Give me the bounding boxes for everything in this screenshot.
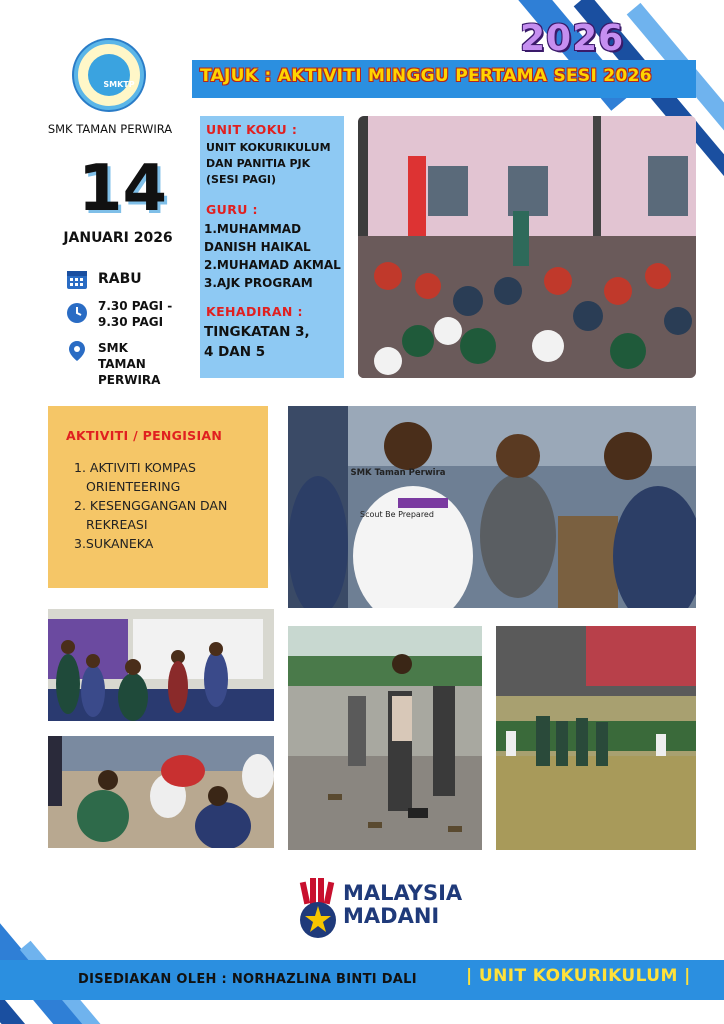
photo-assembly-hall (358, 116, 696, 378)
weekday-row (66, 268, 142, 290)
calendar-icon (66, 268, 88, 290)
unit-body-line: UNIT KOKURIKULUM (206, 141, 331, 154)
logo-text: SMKTP (103, 80, 135, 89)
kehadiran-heading: KEHADIRAN : (206, 304, 303, 319)
guru-list (204, 220, 341, 292)
activity-list (74, 458, 264, 553)
unit-body-line: DAN PANITIA PJK (206, 157, 311, 170)
guru-heading: GURU : (206, 202, 258, 217)
page-title: TAJUK : AKTIVITI MINGGU PERTAMA SESI 2026 (200, 66, 652, 86)
guru-item: 1.MUHAMMAD (204, 222, 302, 236)
kehadiran-line: 4 DAN 5 (204, 344, 266, 360)
activity-title: AKTIVITI / PENGISIAN (66, 428, 223, 443)
kehadiran-line: TINGKATAN 3, (204, 324, 310, 340)
time-text: 7.30 PAGI - 9.30 PAGI (98, 299, 173, 329)
location-pin-icon (66, 340, 88, 362)
time-row (66, 298, 178, 330)
unit-body-line: (SESI PAGI) (206, 173, 277, 186)
madani-line1: MALAYSIA (343, 881, 463, 905)
guru-item: 2.MUHAMAD AKMAL (204, 258, 341, 272)
clock-icon (66, 302, 88, 324)
photo-courtyard-compass (288, 626, 482, 850)
kehadiran-body (204, 322, 310, 362)
activity-item: 1. AKTIVITI KOMPAS (74, 460, 196, 475)
unit-info-panel (200, 116, 344, 378)
activity-item: REKREASI (86, 517, 148, 532)
unit-body (206, 140, 331, 188)
weekday-text: RABU (98, 271, 142, 287)
school-logo (74, 40, 144, 110)
madani-line2: MADANI (343, 904, 440, 928)
day-number: 14 (78, 152, 168, 226)
photo-field-activity (496, 626, 696, 850)
tshirt-print: SMK Taman Perwira (350, 468, 446, 478)
unit-label: | UNIT KOKURIKULUM | (466, 966, 691, 986)
tshirt-print-sub: Scout Be Prepared (360, 510, 434, 519)
activity-item: ORIENTEERING (86, 479, 181, 494)
prepared-by: DISEDIAKAN OLEH : NORHAZLINA BINTI DALI (78, 972, 417, 987)
month-year: JANUARI 2026 (63, 230, 173, 246)
activity-item: 3.SUKANEKA (74, 536, 154, 551)
school-name: SMK TAMAN PERWIRA (47, 122, 173, 136)
malaysia-madani-logo (298, 876, 338, 940)
logo-emblem (88, 54, 135, 96)
year-heading: 2026 (520, 18, 625, 59)
photo-students-floor (48, 736, 274, 848)
photo-scouts-activity (288, 406, 696, 608)
unit-heading: UNIT KOKU : (206, 122, 298, 137)
place-text: SMK TAMAN PERWIRA (98, 341, 161, 387)
activity-item: 2. KESENGGANGAN DAN (74, 498, 228, 513)
place-row (66, 340, 168, 388)
photo-classroom (48, 609, 274, 721)
madani-wordmark (343, 882, 462, 928)
guru-item: 3.AJK PROGRAM (204, 276, 313, 290)
guru-item: DANISH HAIKAL (204, 240, 311, 254)
